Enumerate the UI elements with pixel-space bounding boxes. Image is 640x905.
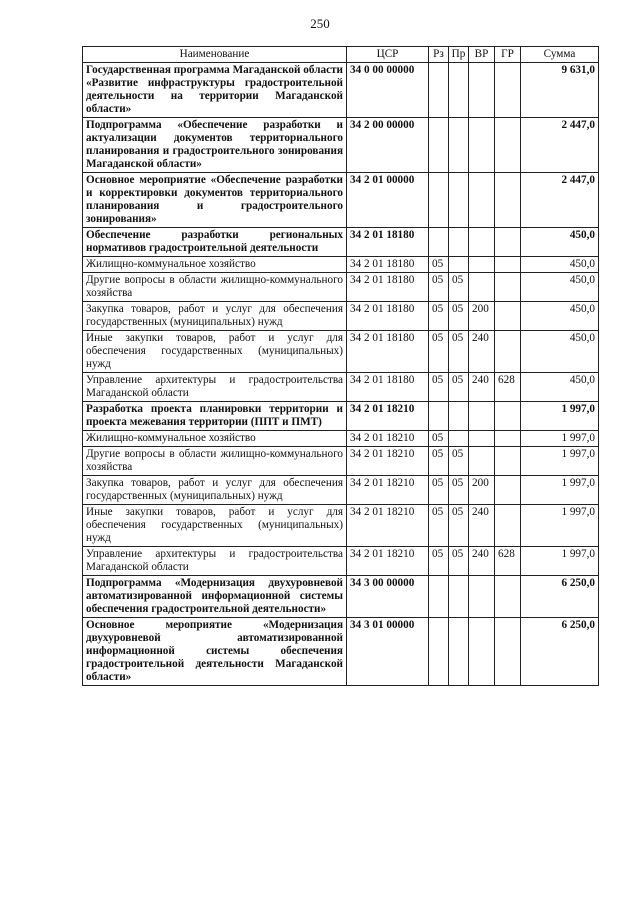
cell-name: Другие вопросы в области жилищно-коммунального хозяйства (83, 273, 347, 302)
cell-gr (495, 173, 521, 228)
cell-csr: 34 2 01 18210 (347, 447, 429, 476)
cell-sum: 6 250,0 (521, 576, 599, 618)
header-csr: ЦСР (347, 47, 429, 63)
cell-rz (429, 228, 449, 257)
cell-vr (469, 257, 495, 273)
cell-sum: 1 997,0 (521, 447, 599, 476)
cell-rz: 05 (429, 273, 449, 302)
cell-csr: 34 2 01 18180 (347, 331, 429, 373)
cell-name: Разработка проекта планировки территории и проекта межевания территории (ППТ и ПМТ) (83, 402, 347, 431)
cell-pr (449, 576, 469, 618)
table-row (83, 576, 599, 618)
table-row (83, 505, 599, 547)
cell-pr: 05 (449, 476, 469, 505)
cell-name: Основное мероприятие «Обеспечение разработки и корректировки документов территориального планирования и градостроительного зонирования» (83, 173, 347, 228)
cell-csr: 34 3 01 00000 (347, 618, 429, 686)
cell-pr: 05 (449, 331, 469, 373)
cell-sum: 2 447,0 (521, 118, 599, 173)
cell-vr (469, 63, 495, 118)
cell-rz: 05 (429, 505, 449, 547)
cell-vr: 200 (469, 476, 495, 505)
table-row (83, 273, 599, 302)
cell-rz (429, 402, 449, 431)
cell-pr (449, 118, 469, 173)
cell-gr (495, 257, 521, 273)
cell-pr: 05 (449, 273, 469, 302)
cell-name: Государственная программа Магаданской области «Развитие инфраструктуры градостроительной деятельности на территории Магаданской области» (83, 63, 347, 118)
cell-csr: 34 2 01 18210 (347, 547, 429, 576)
table-row (83, 476, 599, 505)
table-row (83, 447, 599, 476)
table-header-row (83, 47, 599, 63)
cell-gr (495, 431, 521, 447)
cell-vr: 240 (469, 547, 495, 576)
cell-gr (495, 118, 521, 173)
table-row (83, 402, 599, 431)
cell-sum: 450,0 (521, 273, 599, 302)
cell-name: Иные закупки товаров, работ и услуг для обеспечения государственных (муниципальных) нужд (83, 331, 347, 373)
cell-rz: 05 (429, 373, 449, 402)
cell-sum: 450,0 (521, 257, 599, 273)
cell-name: Подпрограмма «Модернизация двухуровневой автоматизированной информационной системы обеспечения градостроительной деятельности» (83, 576, 347, 618)
cell-vr (469, 402, 495, 431)
table-row (83, 547, 599, 576)
cell-rz: 05 (429, 257, 449, 273)
cell-sum: 1 997,0 (521, 547, 599, 576)
cell-gr (495, 331, 521, 373)
cell-sum: 1 997,0 (521, 505, 599, 547)
cell-rz (429, 63, 449, 118)
cell-rz: 05 (429, 476, 449, 505)
cell-gr (495, 447, 521, 476)
cell-pr: 05 (449, 447, 469, 476)
cell-rz (429, 576, 449, 618)
header-sum: Сумма (521, 47, 599, 63)
cell-sum: 1 997,0 (521, 431, 599, 447)
cell-rz: 05 (429, 447, 449, 476)
cell-sum: 1 997,0 (521, 402, 599, 431)
cell-csr: 34 2 01 18180 (347, 373, 429, 402)
cell-vr (469, 431, 495, 447)
cell-csr: 34 2 01 18180 (347, 273, 429, 302)
cell-pr (449, 173, 469, 228)
cell-csr: 34 2 01 00000 (347, 173, 429, 228)
header-vr: ВР (469, 47, 495, 63)
table-body (83, 63, 599, 686)
cell-gr (495, 576, 521, 618)
cell-sum: 450,0 (521, 228, 599, 257)
cell-csr: 34 2 01 18180 (347, 228, 429, 257)
table-row (83, 228, 599, 257)
header-name: Наименование (83, 47, 347, 63)
page-number: 250 (310, 16, 330, 31)
cell-gr: 628 (495, 373, 521, 402)
cell-gr (495, 505, 521, 547)
cell-gr (495, 476, 521, 505)
cell-rz (429, 618, 449, 686)
cell-sum: 450,0 (521, 373, 599, 402)
cell-csr: 34 2 01 18180 (347, 257, 429, 273)
cell-vr: 240 (469, 505, 495, 547)
cell-pr: 05 (449, 547, 469, 576)
cell-pr (449, 402, 469, 431)
cell-vr (469, 273, 495, 302)
cell-csr: 34 2 01 18210 (347, 431, 429, 447)
cell-rz: 05 (429, 547, 449, 576)
budget-table (82, 46, 599, 686)
cell-vr (469, 447, 495, 476)
cell-name: Иные закупки товаров, работ и услуг для обеспечения государственных (муниципальных) нужд (83, 505, 347, 547)
cell-pr (449, 431, 469, 447)
cell-name: Управление архитектуры и градостроительства Магаданской области (83, 373, 347, 402)
cell-name: Подпрограмма «Обеспечение разработки и актуализации документов территориального планирования и градостроительного зонирования Магаданской области» (83, 118, 347, 173)
cell-vr: 240 (469, 373, 495, 402)
cell-name: Управление архитектуры и градостроительства Магаданской области (83, 547, 347, 576)
cell-pr (449, 228, 469, 257)
cell-pr: 05 (449, 373, 469, 402)
cell-csr: 34 0 00 00000 (347, 63, 429, 118)
cell-vr (469, 118, 495, 173)
cell-csr: 34 3 00 00000 (347, 576, 429, 618)
cell-csr: 34 2 01 18210 (347, 505, 429, 547)
table-row (83, 373, 599, 402)
cell-vr (469, 173, 495, 228)
table-row (83, 431, 599, 447)
cell-vr (469, 576, 495, 618)
cell-pr (449, 63, 469, 118)
cell-name: Закупка товаров, работ и услуг для обеспечения государственных (муниципальных) нужд (83, 476, 347, 505)
cell-gr (495, 273, 521, 302)
cell-pr: 05 (449, 505, 469, 547)
cell-rz: 05 (429, 331, 449, 373)
table-row (83, 257, 599, 273)
table-row (83, 173, 599, 228)
cell-sum: 450,0 (521, 331, 599, 373)
cell-name: Жилищно-коммунальное хозяйство (83, 257, 347, 273)
cell-name: Другие вопросы в области жилищно-коммунального хозяйства (83, 447, 347, 476)
table-row (83, 63, 599, 118)
cell-rz: 05 (429, 302, 449, 331)
cell-sum: 450,0 (521, 302, 599, 331)
cell-vr: 240 (469, 331, 495, 373)
cell-rz (429, 173, 449, 228)
cell-csr: 34 2 01 18210 (347, 402, 429, 431)
cell-name: Основное мероприятие «Модернизация двухуровневой автоматизированной информационной системы обеспечения градостроительной деятельности Магаданской области» (83, 618, 347, 686)
cell-name: Обеспечение разработки региональных нормативов градостроительной деятельности (83, 228, 347, 257)
cell-sum: 1 997,0 (521, 476, 599, 505)
cell-vr: 200 (469, 302, 495, 331)
cell-gr (495, 302, 521, 331)
cell-gr: 628 (495, 547, 521, 576)
cell-name: Закупка товаров, работ и услуг для обеспечения государственных (муниципальных) нужд (83, 302, 347, 331)
cell-gr (495, 63, 521, 118)
header-gr: ГР (495, 47, 521, 63)
table-row (83, 618, 599, 686)
cell-sum: 9 631,0 (521, 63, 599, 118)
cell-gr (495, 228, 521, 257)
cell-pr (449, 618, 469, 686)
cell-pr: 05 (449, 302, 469, 331)
cell-csr: 34 2 00 00000 (347, 118, 429, 173)
cell-csr: 34 2 01 18180 (347, 302, 429, 331)
cell-gr (495, 618, 521, 686)
header-pr: Пр (449, 47, 469, 63)
cell-rz: 05 (429, 431, 449, 447)
table-row (83, 118, 599, 173)
cell-vr (469, 228, 495, 257)
cell-name: Жилищно-коммунальное хозяйство (83, 431, 347, 447)
cell-sum: 6 250,0 (521, 618, 599, 686)
cell-gr (495, 402, 521, 431)
cell-vr (469, 618, 495, 686)
cell-sum: 2 447,0 (521, 173, 599, 228)
cell-rz (429, 118, 449, 173)
header-rz: Рз (429, 47, 449, 63)
table-row (83, 331, 599, 373)
table-row (83, 302, 599, 331)
cell-pr (449, 257, 469, 273)
cell-csr: 34 2 01 18210 (347, 476, 429, 505)
